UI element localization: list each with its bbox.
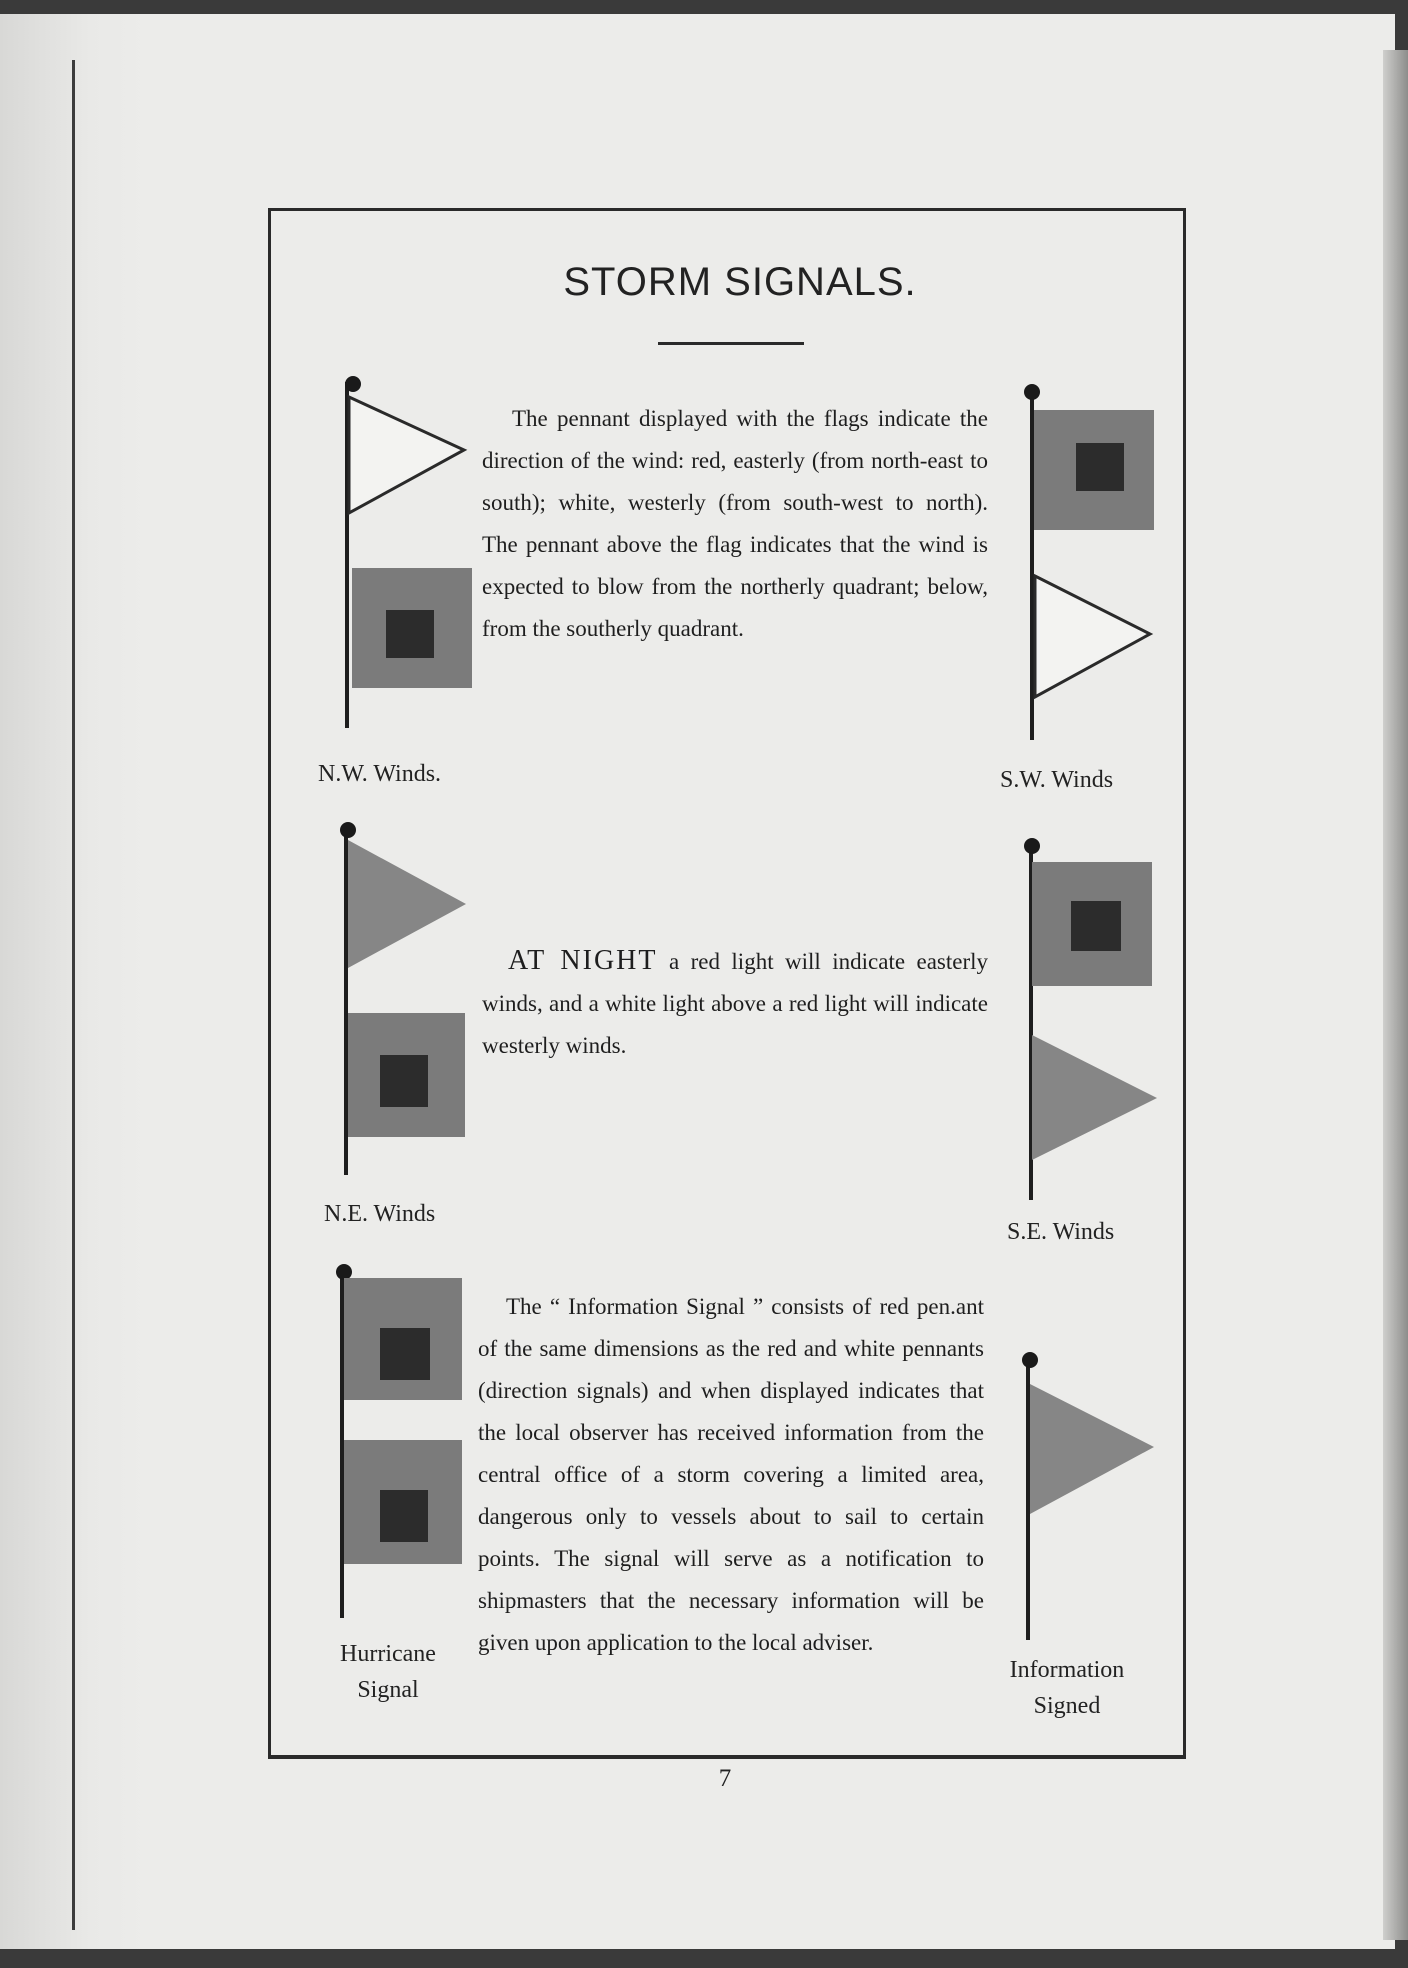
night-lead: AT NIGHT [508,945,658,976]
flag-center [1076,443,1124,491]
caption-ne-winds: N.E. Winds [324,1201,436,1227]
red-pennant [1032,1035,1157,1160]
mast-ball [1022,1352,1038,1368]
flag-center [1071,901,1121,951]
flag-center [386,610,434,658]
caption-information-signed [992,1652,1142,1724]
white-pennant [349,397,464,513]
flag-center [380,1055,428,1107]
flag-center-lower [380,1490,428,1542]
red-pennant [1030,1384,1154,1514]
mast-ball [1024,838,1040,854]
caption-sw-winds: S.W. Winds [1000,767,1114,793]
caption-hurricane-signal [318,1636,458,1708]
ne-winds-signal [340,822,466,1175]
caption-se-winds: S.E. Winds [1007,1219,1115,1245]
mast-ball [340,822,356,838]
page-title: STORM SIGNALS. [563,260,917,304]
sw-winds-signal [1024,384,1154,740]
information-signal [1022,1352,1154,1640]
caption-nw-winds: N.W. Winds. [318,761,442,787]
red-pennant [348,840,466,968]
white-pennant [1035,576,1150,697]
nw-winds-signal [345,376,472,728]
caption-line: Signal [357,1677,419,1703]
flag-center-upper [380,1328,430,1380]
se-winds-signal [1024,838,1157,1200]
direction-text: The pennant displayed with the flags indicate the direction of the wind: red, easterly (from north-east to south); white, westerly (from south-west to north). The pennant above the flag indicates that the wind is expected to blow from the northerly quadrant; below, from the southerly quadrant. [482,406,988,641]
mast-ball [345,376,361,392]
night-text: a red light will indicate easterly winds, and a white light above a red light will indicate westerly winds. [482,949,989,1058]
mast-ball [336,1264,352,1280]
caption-line: Information [1009,1657,1125,1683]
hurricane-signal [336,1264,462,1618]
caption-line: Hurricane [340,1641,436,1667]
page-number: 7 [718,1765,732,1792]
caption-line: Signed [1033,1693,1101,1719]
information-text: The “ Information Signal ” consists of red pen.ant of the same dimensions as the red and white pennants (direction signals) and when displayed indicates that the local observer has received information from the central office of a storm covering a limited area, dangerous only to vessels about to sail to certain points. The signal will serve as a notification to shipmasters that the necessary information will be given upon application to the local adviser. [478,1294,984,1655]
mast-ball [1024,384,1040,400]
